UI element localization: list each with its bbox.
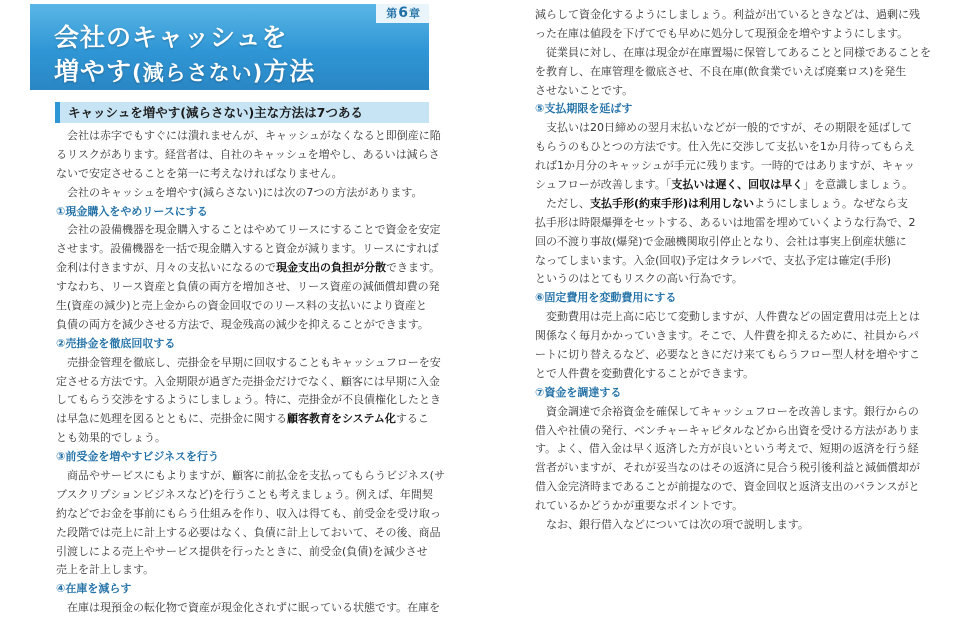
emphasis-text: 顧客教育をシステム化 — [287, 412, 396, 426]
text-line: 従業員に対し、在庫は現金が在庫置場に保管してあることと同様であることを — [546, 45, 931, 59]
left-page — [0, 0, 485, 615]
right-body-text — [535, 6, 931, 535]
text-line: してもらう交渉をするようにしましょう。特に、売掛金が不良債権化したとき — [56, 393, 441, 407]
text-span: は早急に処理を図るとともに、売掛金に関する — [56, 412, 287, 426]
text-line: 売掛金管理を徹底し、売掛金を早期に回収することもキャッシュフローを安 — [67, 355, 441, 369]
title-part-a: 増やす — [54, 57, 133, 86]
text-line: れているかどうかが重要なポイントです。 — [535, 499, 744, 513]
subheading-advance-payments — [56, 448, 428, 467]
text-line — [535, 195, 909, 214]
text-line: 会社の設備機器を現金購入することはやめてリースにすることで資金を安定 — [67, 223, 441, 237]
text-span: ただし、 — [546, 196, 590, 210]
emphasis-text: 支払いは遅く、回収は早く — [671, 178, 804, 192]
chapter-tab — [376, 4, 429, 23]
text-line — [56, 259, 441, 278]
text-line: もらうのもひとつの方法です。仕入先に交渉して支払いを1か月待ってもらえ — [535, 140, 915, 154]
chapter-suffix: 章 — [409, 7, 420, 20]
subheading-title: 売掛金を徹底回収する — [65, 336, 176, 350]
text-line: 約などでお金を事前にもらう仕組みを作り、収入は得ても、前受金を受け取っ — [56, 506, 441, 520]
text-line: 商品やサービスにもよりますが、顧客に前払金を支払ってもらうビジネス(サ — [67, 469, 445, 483]
left-body-text — [56, 127, 445, 618]
text-span: できます。 — [386, 261, 441, 275]
text-span: 金利は付きますが、月々の支払いになるので — [56, 261, 276, 275]
text-span: 」を意識しましょう。 — [803, 178, 914, 192]
text-line: 会社のキャッシュを増やす(減らさない)には次の7つの方法があります。 — [67, 185, 423, 199]
subheading-number: ⑦ — [535, 385, 545, 399]
subheading-number: ⑥ — [535, 291, 545, 305]
right-page — [485, 0, 970, 600]
text-line: を教育し、在庫管理を徹底させ、不良在庫(飲食業でいえば廃棄ロス)を発生 — [535, 64, 907, 78]
subheading-number: ② — [56, 336, 66, 350]
text-line — [56, 410, 428, 429]
text-line: ートに切り替えるなど、必要なときにだけ来てもらうフロー型人材を増やすこ — [535, 348, 920, 362]
text-line: させないことです。 — [535, 83, 634, 97]
text-line: 借入金完済時まであることが前提なので、資金回収と返済支出のバランスがと — [535, 480, 920, 494]
text-line: 営者がいますが、それが妥当なのはその返済に見合う税引後利益と減価償却が — [535, 461, 920, 475]
text-line: 売上を計上します。 — [56, 563, 155, 577]
subheading-fixed-to-variable — [535, 289, 909, 308]
subheading-inventory — [56, 580, 428, 599]
subheading-title: 現金購入をやめリースにする — [65, 204, 208, 218]
title-banner — [30, 4, 429, 90]
text-line: とで人件費を変動費化することができます。 — [535, 366, 755, 380]
text-line: った在庫は値段を下げてでも早めに処分して現預金を増やすようにします。 — [535, 26, 909, 40]
text-line: るリスクがあります。経営者は、自社のキャッシュを増やし、あるいは減らさ — [56, 147, 440, 161]
subheading-lease — [56, 203, 428, 222]
chapter-number: 6 — [398, 5, 408, 21]
subheading-payment-terms — [535, 100, 909, 119]
text-span: するこ — [395, 412, 429, 426]
text-line: た段階では売上に計上する必要はなく、負債に計上しておいて、その後、商品 — [56, 525, 441, 539]
text-line: 資金調達で余裕資金を確保してキャッシュフローを改善します。銀行からの — [546, 404, 919, 418]
subheading-title: 在庫を減らす — [65, 582, 132, 596]
text-line: させます。設備機器を一括で現金購入すると資金が減ります。リースにすれば — [56, 242, 439, 256]
text-line: なってしまいます。入金(回収)予定はタラレバで、支払予定は確定(手形) — [535, 253, 892, 267]
text-line: 関係なく毎月かかっていきます。そこで、人件費を抑えるために、社員からパ — [535, 329, 919, 343]
text-line: 回の不渡り事故(爆発)で金融機関取引停止となり、会社は事実上倒産状態に — [535, 234, 907, 248]
subheading-title: 資金を調達する — [544, 385, 622, 399]
page-title-line2 — [54, 52, 315, 88]
text-line: 会社は赤字でもすぐには潰れませんが、キャッシュがなくなると即倒産に陥 — [67, 129, 441, 142]
text-line: 払手形は時限爆弾をセットする、あるいは地雷を埋めていくような行為で、2 — [535, 215, 916, 229]
subheading-number: ① — [56, 204, 66, 218]
title-part-c: 方法 — [263, 57, 316, 86]
text-line: 引渡しによる売上やサービス提供を行ったときに、前受金(負債)を減少させ — [56, 544, 428, 558]
text-line: 減らして資金化するようにしましょう。利益が出ているときなどは、過剰に残 — [535, 8, 920, 21]
section-heading: キャッシュを増やす(減らさない)主な方法は7つある — [55, 102, 429, 123]
text-line: とも効果的でしょう。 — [56, 431, 166, 445]
subheading-number: ④ — [56, 582, 66, 596]
chapter-prefix: 第 — [386, 7, 398, 20]
subheading-number: ③ — [56, 450, 66, 464]
text-line — [535, 176, 914, 195]
text-line: 生(資産の減少)と売上金からの資金回収でのリース料の支払いにより資産と — [56, 299, 428, 313]
subheading-number: ⑤ — [535, 102, 545, 116]
subheading-fund-raising — [535, 384, 909, 403]
subheading-receivables — [56, 335, 428, 354]
subheading-title: 固定費用を変動費用にする — [544, 291, 677, 305]
text-line: れば1か月分のキャッシュが手元に残ります。一時的ではありますが、キャッ — [535, 159, 915, 173]
text-line: 定させる方法です。入金期限が過ぎた売掛金だけでなく、顧客には早期に入金 — [56, 374, 440, 388]
text-line: 負債の両方を減少させる方法で、現金残高の減少を抑えることができます。 — [56, 317, 429, 331]
text-span: ようにしましょう。なぜなら支 — [754, 196, 909, 210]
text-line: 変動費用は売上高に応じて変動しますが、人件費などの固定費用は売上とは — [546, 310, 920, 324]
emphasis-text: 支払手形(約束手形)は利用しない — [590, 196, 755, 210]
text-line: ブスクリプションビジネスなど)を行うことも考えましょう。例えば、年間契 — [56, 487, 433, 501]
page-title-line1: 会社のキャッシュを — [54, 23, 288, 52]
text-line: すなわち、リース資産と負債の両方を増加させ、リース資産の減価償却費の発 — [56, 280, 440, 294]
text-line: というのはとてもリスクの高い行為です。 — [535, 272, 743, 286]
text-span: シュフローが改善します。「 — [535, 178, 672, 192]
subheading-title: 支払期限を延ばす — [544, 102, 633, 116]
title-part-b: (減らさない) — [132, 61, 264, 85]
subheading-title: 前受金を増やすビジネスを行う — [65, 450, 219, 464]
text-line: す。よく、借入金は早く返済した方が良いという考えで、短期の返済を行う経 — [535, 442, 919, 456]
text-line: 在庫は現預金の転化物で資産が現金化されずに眠っている状態です。在庫を — [67, 601, 441, 615]
text-line: ないで安定させることを第一に考えなければなりません。 — [56, 166, 343, 180]
text-line: 支払いは20日締めの翌月末払いなどが一般的ですが、その期限を延ばして — [546, 121, 912, 135]
text-line: 借入や社債の発行、ベンチャーキャピタルなどから出資を受ける方法がありま — [535, 423, 920, 437]
emphasis-text: 現金支出の負担が分散 — [276, 261, 386, 275]
text-line: なお、銀行借入などについては次の項で説明します。 — [546, 518, 809, 532]
